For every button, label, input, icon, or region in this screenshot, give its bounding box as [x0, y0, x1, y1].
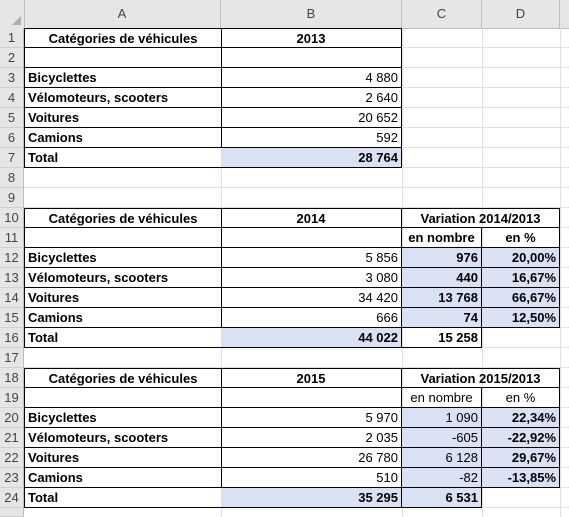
table3-total-value[interactable]: 35 295: [221, 488, 402, 508]
row-header-5[interactable]: 5: [0, 108, 24, 128]
table2-header-variation[interactable]: Variation 2014/2013: [402, 208, 560, 228]
table2-row-label[interactable]: Vélomoteurs, scooters: [24, 268, 222, 288]
table1-blank-cell[interactable]: [221, 48, 402, 68]
table1-header-category[interactable]: Catégories de véhicules: [24, 28, 222, 48]
row-header-21[interactable]: 21: [0, 428, 24, 448]
table3-row-var-count[interactable]: -82: [402, 468, 482, 488]
table3-row-value[interactable]: 2 035: [221, 428, 402, 448]
table1-row-value[interactable]: 2 640: [221, 88, 402, 108]
table3-row-var-pct[interactable]: -13,85%: [482, 468, 560, 488]
table1-total-value[interactable]: 28 764: [221, 148, 402, 168]
table2-subheader-pct[interactable]: en %: [482, 228, 560, 248]
row-header-9[interactable]: 9: [0, 188, 24, 208]
table1-row-label[interactable]: Bicyclettes: [24, 68, 222, 88]
table2-total-label[interactable]: Total: [24, 328, 222, 348]
table3-row-label[interactable]: Bicyclettes: [24, 408, 222, 428]
table3-row-label[interactable]: Camions: [24, 468, 222, 488]
table3-blank-cell[interactable]: [24, 388, 222, 408]
table2-row-var-count[interactable]: 13 768: [402, 288, 482, 308]
table3-row-var-pct[interactable]: -22,92%: [482, 428, 560, 448]
table1-row-value[interactable]: 4 880: [221, 68, 402, 88]
table2-row-var-count[interactable]: 440: [402, 268, 482, 288]
table2-header-year[interactable]: 2014: [221, 208, 402, 228]
row-header-22[interactable]: 22: [0, 448, 24, 468]
table1-row-label[interactable]: Voitures: [24, 108, 222, 128]
table3-row-var-count[interactable]: -605: [402, 428, 482, 448]
table2-blank-cell[interactable]: [24, 228, 222, 248]
gridline: [560, 28, 561, 517]
table2-total-value[interactable]: 44 022: [221, 328, 402, 348]
table3-header-variation[interactable]: Variation 2015/2013: [402, 368, 560, 388]
row-header-13[interactable]: 13: [0, 268, 24, 288]
row-header-24[interactable]: 24: [0, 488, 24, 508]
column-header-a[interactable]: A: [24, 0, 221, 28]
table3-row-value[interactable]: 26 780: [221, 448, 402, 468]
table3-row-label[interactable]: Vélomoteurs, scooters: [24, 428, 222, 448]
table3-row-var-count[interactable]: 6 128: [402, 448, 482, 468]
table2-total-var-count[interactable]: 15 258: [402, 328, 482, 348]
table2-row-var-count[interactable]: 74: [402, 308, 482, 328]
table2-row-var-pct[interactable]: 12,50%: [482, 308, 560, 328]
select-all-button[interactable]: [0, 0, 25, 28]
gridline: [24, 187, 569, 188]
table1-blank-cell[interactable]: [24, 48, 222, 68]
row-header-25[interactable]: [0, 508, 24, 517]
table2-row-var-pct[interactable]: 20,00%: [482, 248, 560, 268]
table3-header-year[interactable]: 2015: [221, 368, 402, 388]
column-header-d[interactable]: D: [482, 0, 560, 28]
row-header-16[interactable]: 16: [0, 328, 24, 348]
table1-row-label[interactable]: Camions: [24, 128, 222, 148]
table3-row-value[interactable]: 510: [221, 468, 402, 488]
table2-header-category[interactable]: Catégories de véhicules: [24, 208, 222, 228]
table1-row-label[interactable]: Vélomoteurs, scooters: [24, 88, 222, 108]
table2-row-value[interactable]: 5 856: [221, 248, 402, 268]
row-header-7[interactable]: 7: [0, 148, 24, 168]
table2-row-label[interactable]: Bicyclettes: [24, 248, 222, 268]
table3-row-label[interactable]: Voitures: [24, 448, 222, 468]
row-header-14[interactable]: 14: [0, 288, 24, 308]
table3-row-var-pct[interactable]: 22,34%: [482, 408, 560, 428]
table3-row-var-count[interactable]: 1 090: [402, 408, 482, 428]
table2-row-var-pct[interactable]: 16,67%: [482, 268, 560, 288]
table3-subheader-count[interactable]: en nombre: [402, 388, 482, 408]
table2-row-value[interactable]: 34 420: [221, 288, 402, 308]
table3-subheader-pct[interactable]: en %: [482, 388, 560, 408]
row-header-10[interactable]: 10: [0, 208, 24, 228]
table2-blank-cell[interactable]: [221, 228, 402, 248]
table1-row-value[interactable]: 592: [221, 128, 402, 148]
row-header-2[interactable]: 2: [0, 48, 24, 68]
table1-row-value[interactable]: 20 652: [221, 108, 402, 128]
column-header-c[interactable]: C: [402, 0, 482, 28]
table3-total-label[interactable]: Total: [24, 488, 222, 508]
table2-row-var-count[interactable]: 976: [402, 248, 482, 268]
row-header-20[interactable]: 20: [0, 408, 24, 428]
row-header-6[interactable]: 6: [0, 128, 24, 148]
table3-row-value[interactable]: 5 970: [221, 408, 402, 428]
row-header-17[interactable]: 17: [0, 348, 24, 368]
column-header-b[interactable]: B: [221, 0, 402, 28]
row-header-1[interactable]: 1: [0, 28, 24, 48]
table2-row-label[interactable]: Camions: [24, 308, 222, 328]
table2-row-value[interactable]: 3 080: [221, 268, 402, 288]
table1-header-year[interactable]: 2013: [221, 28, 402, 48]
table2-subheader-count[interactable]: en nombre: [402, 228, 482, 248]
row-header-18[interactable]: 18: [0, 368, 24, 388]
row-header-15[interactable]: 15: [0, 308, 24, 328]
row-header-23[interactable]: 23: [0, 468, 24, 488]
table3-blank-cell[interactable]: [221, 388, 402, 408]
row-header-3[interactable]: 3: [0, 68, 24, 88]
select-all-triangle-icon: [12, 16, 21, 25]
row-header-4[interactable]: 4: [0, 88, 24, 108]
table3-total-var-count[interactable]: 6 531: [402, 488, 482, 508]
table1-total-label[interactable]: Total: [24, 148, 222, 168]
row-header-12[interactable]: 12: [0, 248, 24, 268]
table3-row-var-pct[interactable]: 29,67%: [482, 448, 560, 468]
row-header-11[interactable]: 11: [0, 228, 24, 248]
row-header-8[interactable]: 8: [0, 168, 24, 188]
table2-row-var-pct[interactable]: 66,67%: [482, 288, 560, 308]
row-header-19[interactable]: 19: [0, 388, 24, 408]
table2-row-label[interactable]: Voitures: [24, 288, 222, 308]
table2-row-value[interactable]: 666: [221, 308, 402, 328]
table3-header-category[interactable]: Catégories de véhicules: [24, 368, 222, 388]
